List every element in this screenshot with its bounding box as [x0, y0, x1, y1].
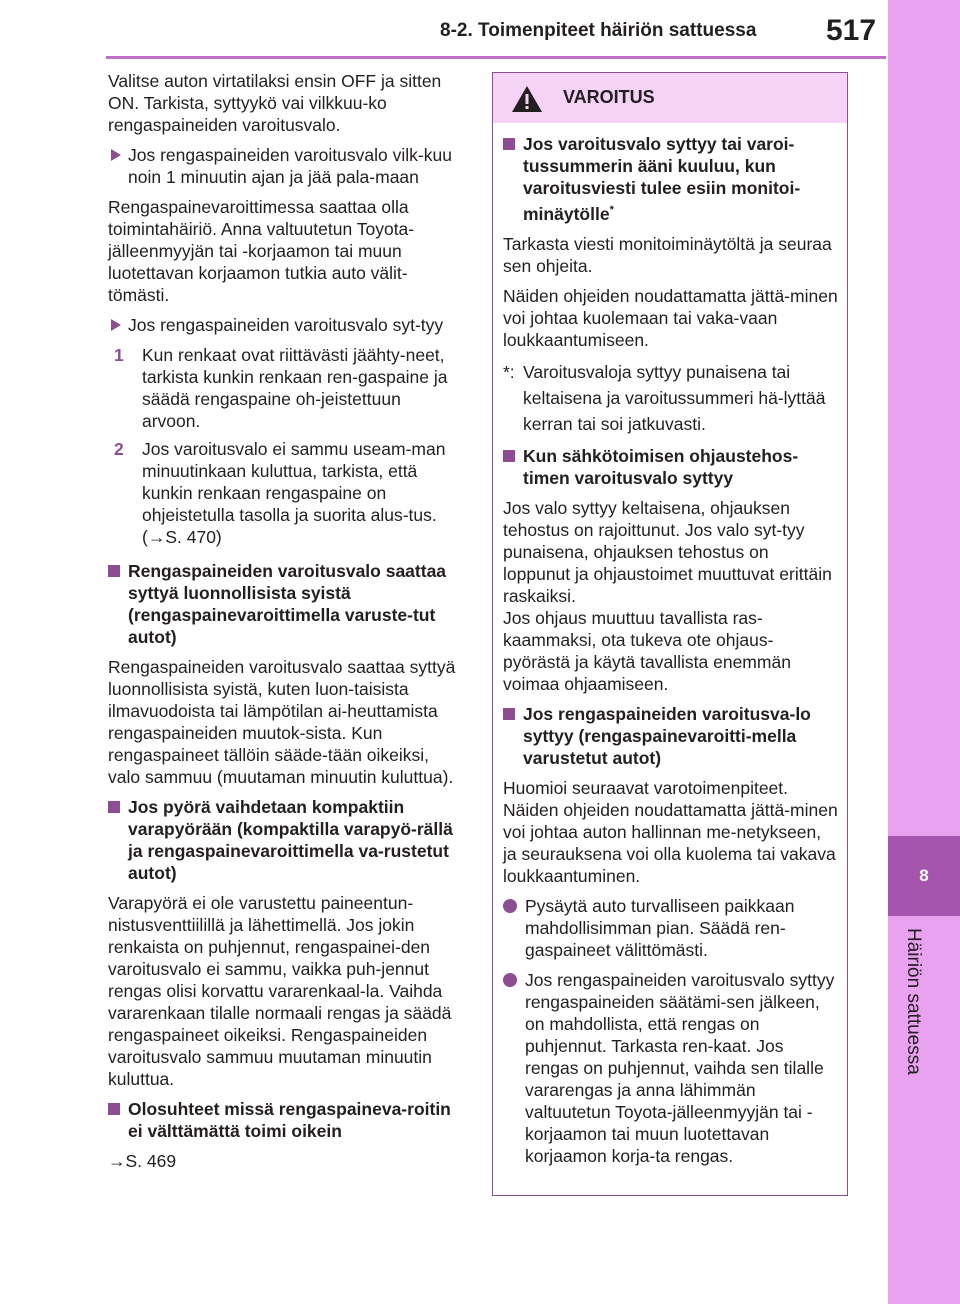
footnote-label: *: [503, 361, 515, 382]
step-text: Kun renkaat ovat riittävästi jäähty-neet, tarkista kunkin renkaan ren-gaspaine ja säädä rengaspaine oh-jeistettuun arvoon. [142, 345, 448, 431]
footnote-marker: * [609, 204, 614, 216]
warning-bullet-stop [503, 895, 839, 961]
intro-paragraph: Valitse auton virtatilaksi ensin OFF ja sitten ON. Tarkista, syttyykö vai vilkkuu-ko rengaspaineiden varoitusvalo. [108, 71, 442, 135]
warning-heading-message [503, 133, 839, 225]
step-number: 1 [114, 345, 124, 365]
bullet-text: Jos rengaspaineiden varoitusvalo syttyy rengaspaineiden säätämi-sen jälkeen, on mahdollista, että rengas on puhjennut. Tarkasta ren-kaat. Jos rengas on puhjennut, vaihda sen tilalle vararengas ja anna lähimmän valtuutetun Toyota-jälleenmyyjän tai -korjaamon tai muun luotettavan korjaamon korja-ta rengas. [525, 969, 835, 1166]
step-number: 2 [114, 439, 124, 459]
heading-text: Rengaspaineiden varoitusvalo saattaa syttyä luonnollisista syistä (rengaspainevaroittimella varuste-tut autot) [128, 561, 447, 647]
triangle-bullet-icon [111, 319, 121, 331]
chapter-title: Häiriön sattuessa [903, 928, 924, 1075]
warning-paragraph-check: Tarkasta viesti monitoiminäytöltä ja seuraa sen ohjeita. [503, 233, 832, 276]
round-bullet-icon [503, 899, 517, 913]
heading-text: Jos rengaspaineiden varoitusva-lo syttyy (rengaspainevaroitti-mella varustetut autot) [523, 703, 811, 768]
left-column [108, 70, 464, 1180]
round-bullet-icon [503, 973, 517, 987]
heading-text: Jos pyörä vaihdetaan kompaktiin varapyörään (kompaktilla varapyö-rällä ja rengaspainevaroittimella va-rustetut autot) [128, 797, 453, 883]
warning-box [492, 72, 848, 1196]
section-title: 8-2. Toimenpiteet häiriön sattuessa [440, 20, 757, 41]
warning-paragraph-consequence: Näiden ohjeiden noudattamatta jättä-minen voi johtaa kuolemaan tai vaka-vaan loukkaantumiseen. [503, 285, 838, 350]
page-header [0, 0, 886, 60]
header-divider [106, 56, 886, 59]
warning-heading-power-steering [503, 445, 839, 489]
page-reference: →S. 469 [108, 1151, 177, 1171]
square-bullet-icon [503, 708, 515, 720]
subheading-text: Jos rengaspaineiden varoitusvalo syt-tyy [128, 315, 444, 335]
warning-heading-tire-pressure [503, 703, 839, 769]
step-text: Jos varoitusvalo ei sammu useam-man minuutinkaan kuluttua, tarkista, että kunkin renkaan rengaspaine on ohjeistetulla tasolla ja suorita alus-tus. (→S. 470) [142, 439, 446, 547]
footnote [503, 359, 839, 437]
paragraph-natural-causes: Rengaspaineiden varoitusvalo saattaa syttyä luonnollisista syistä, kuten luon-taisista ilmavuodoista tai lämpötilan ai-heuttamista rengaspaineiden muutok-sista. Kun rengaspaineet tällöin sääde-tään oikeiksi, valo sammuu (muutaman minuutin kuluttua). [108, 657, 456, 787]
paragraph-malfunction: Rengaspainevaroittimessa saattaa olla toimintahäiriö. Anna valtuutetun Toyota-jälleenmyyjän tai -korjaamon tai muun luotettavan korjaamon tutkia auto välit-tömästi. [108, 197, 415, 305]
step-2 [108, 438, 464, 548]
warning-paragraph-steering-heavy: Jos ohjaus muuttuu tavallista ras-kaammaksi, ota tukeva ote ohjaus-pyörästä ja käytä tavallista enemmän voimaa ohjaamiseen. [503, 607, 791, 694]
page-number: 517 [826, 14, 877, 47]
subheading-text: Jos rengaspaineiden varoitusvalo vilk-kuu noin 1 minuutin ajan ja jää pala-maan [128, 145, 452, 187]
warning-title: VAROITUS [563, 87, 655, 107]
heading-text: Olosuhteet missä rengaspaineva-roitin ei välttämättä toimi oikein [128, 1099, 451, 1141]
triangle-bullet-icon [111, 149, 121, 161]
chapter-number: 8 [888, 836, 960, 916]
warning-header [493, 73, 847, 123]
square-bullet-icon [108, 1103, 120, 1115]
square-bullet-icon [503, 450, 515, 462]
heading-compact-spare [108, 796, 464, 884]
heading-conditions [108, 1098, 464, 1142]
warning-bullet-puncture [503, 969, 839, 1167]
heading-natural-causes [108, 560, 464, 648]
warning-paragraph-steering: Jos valo syttyy keltaisena, ohjauksen tehostus on rajoittunut. Jos valo syt-tyy punaisena, ohjauksen tehostus on loppunut ja ohjaustoimet muuttuvat erittäin raskaiksi. [503, 497, 832, 606]
heading-text: Kun sähkötoimisen ohjaustehos-timen varoitusvalo syttyy [523, 445, 799, 488]
square-bullet-icon [503, 138, 515, 150]
square-bullet-icon [108, 565, 120, 577]
warning-triangle-icon [511, 85, 543, 113]
footnote-text: Varoitusvaloja syttyy punaisena tai keltaisena ja varoitussummeri hä-lyttää kerran tai soi jatkuvasti. [523, 361, 826, 434]
subheading-flashing [108, 144, 464, 188]
step-1 [108, 344, 464, 432]
square-bullet-icon [108, 801, 120, 813]
heading-text: Jos varoitusvalo syttyy tai varoi-tussummerin ääni kuuluu, kun varoitusviesti tulee esiin monitoi-minäytölle [523, 134, 801, 224]
warning-paragraph-precautions: Huomioi seuraavat varotoimenpiteet. Näiden ohjeiden noudattamatta jättä-minen voi johtaa auton hallinnan me-netykseen, ja seurauksena voi olla kuolema tai vakava loukkaantuminen. [503, 777, 838, 886]
paragraph-compact-spare: Varapyörä ei ole varustettu paineentun-nistusventtiilillä ja lähettimellä. Jos jokin renkaista on puhjennut, rengaspainei-den varoitusvalo ei sammu, vaikka puh-jennut rengas olisi korvattu vararenkaal-la. Vaihda vararenkaan tilalle normaali rengas ja säädä rengaspaineet oikeiksi. Rengaspaineiden varoitusvalo sammuu muutaman minuutin kuluttua. [108, 893, 452, 1089]
bullet-text: Pysäytä auto turvalliseen paikkaan mahdollisimman pian. Säädä ren-gaspaineet välittömästi. [525, 895, 795, 960]
subheading-lit [108, 314, 464, 336]
warning-body [493, 123, 847, 1167]
